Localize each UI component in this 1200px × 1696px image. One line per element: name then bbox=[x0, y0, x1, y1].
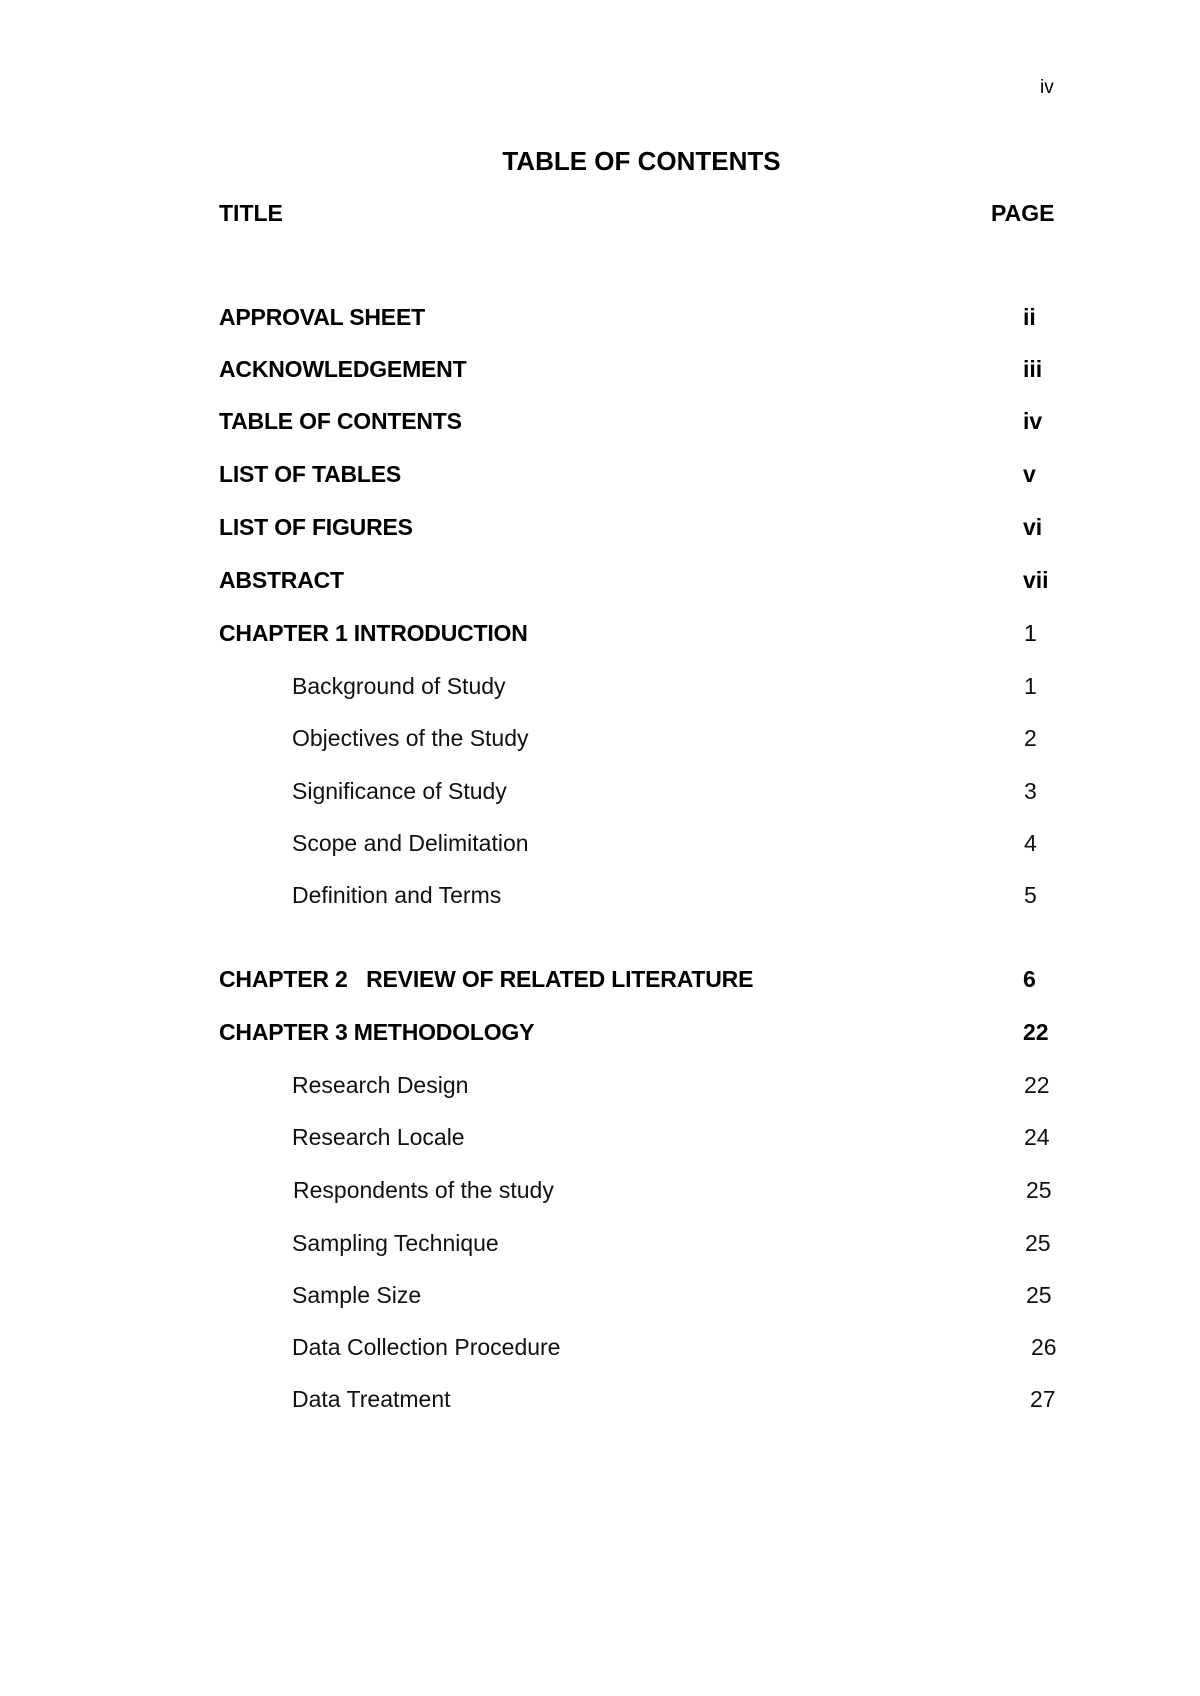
toc-entry-page: 3 bbox=[1024, 778, 1037, 804]
toc-entry-page: 22 bbox=[1024, 1072, 1050, 1098]
toc-subentry-research-design bbox=[0, 1070, 1200, 1104]
toc-entry-page: 25 bbox=[1026, 1177, 1052, 1203]
toc-entry-page: vii bbox=[1023, 567, 1049, 593]
toc-entry-label: LIST OF TABLES bbox=[219, 461, 402, 487]
toc-entry-page: 24 bbox=[1024, 1124, 1050, 1150]
toc-entry-page: 27 bbox=[1030, 1386, 1056, 1412]
toc-entry-page: 2 bbox=[1024, 725, 1037, 751]
toc-entry-page: v bbox=[1023, 461, 1036, 487]
toc-entry-page: 1 bbox=[1024, 620, 1037, 646]
toc-entry-table-of-contents bbox=[0, 406, 1200, 440]
toc-entry-page: 25 bbox=[1026, 1282, 1052, 1308]
toc-subentry-data-collection bbox=[0, 1332, 1200, 1366]
toc-entry-page: ii bbox=[1023, 304, 1036, 330]
toc-entry-label: ACKNOWLEDGEMENT bbox=[219, 356, 467, 382]
toc-entry-label: Sampling Technique bbox=[292, 1230, 499, 1256]
toc-entry-page: 22 bbox=[1023, 1019, 1049, 1045]
toc-entry-label: ABSTRACT bbox=[219, 567, 344, 593]
toc-entry-label: Respondents of the study bbox=[293, 1177, 554, 1203]
toc-entry-label: Sample Size bbox=[292, 1282, 422, 1308]
toc-entry-label: Background of Study bbox=[292, 673, 506, 699]
toc-entry-page: 1 bbox=[1024, 673, 1037, 699]
toc-entry-chapter-1 bbox=[0, 618, 1200, 652]
toc-subentry-sampling-technique bbox=[0, 1228, 1200, 1262]
toc-entry-chapter-3 bbox=[0, 1017, 1200, 1051]
toc-entry-acknowledgement bbox=[0, 354, 1200, 388]
page-column-header: PAGE bbox=[991, 200, 1055, 226]
toc-entry-page: 5 bbox=[1024, 882, 1037, 908]
title-column-header: TITLE bbox=[219, 200, 283, 226]
toc-subentry-research-locale bbox=[0, 1122, 1200, 1156]
toc-entry-label: Data Treatment bbox=[292, 1386, 451, 1412]
toc-subentry-data-treatment bbox=[0, 1384, 1200, 1418]
toc-entry-page: iii bbox=[1023, 356, 1043, 382]
toc-subentry-sample-size bbox=[0, 1280, 1200, 1314]
toc-entry-page: iv bbox=[1023, 408, 1043, 434]
toc-entry-chapter-2 bbox=[0, 964, 1200, 998]
toc-entry-label: CHAPTER 2 REVIEW OF RELATED LITERATURE bbox=[219, 966, 754, 992]
toc-entry-page: 6 bbox=[1023, 966, 1036, 992]
toc-entry-page: 25 bbox=[1025, 1230, 1051, 1256]
toc-entry-label: CHAPTER 3 METHODOLOGY bbox=[219, 1019, 535, 1045]
toc-entry-list-of-figures bbox=[0, 512, 1200, 546]
toc-subentry-background-of-study bbox=[0, 671, 1200, 705]
toc-entry-label: Research Locale bbox=[292, 1124, 465, 1150]
toc-entry-approval-sheet bbox=[0, 302, 1200, 336]
page-title: TABLE OF CONTENTS bbox=[502, 146, 781, 176]
toc-subentry-significance bbox=[0, 776, 1200, 810]
toc-entry-label: Scope and Delimitation bbox=[292, 830, 529, 856]
toc-subentry-scope bbox=[0, 828, 1200, 862]
toc-entry-page: vi bbox=[1023, 514, 1043, 540]
toc-entry-label: Definition and Terms bbox=[292, 882, 502, 908]
toc-entry-abstract bbox=[0, 565, 1200, 599]
toc-subentry-respondents bbox=[0, 1175, 1200, 1209]
toc-subentry-objectives bbox=[0, 723, 1200, 757]
toc-entry-label: Research Design bbox=[292, 1072, 469, 1098]
toc-entry-label: Objectives of the Study bbox=[292, 725, 529, 751]
toc-entry-label: CHAPTER 1 INTRODUCTION bbox=[219, 620, 528, 646]
toc-entry-page: 4 bbox=[1024, 830, 1037, 856]
toc-entry-label: Significance of Study bbox=[292, 778, 507, 804]
toc-entry-label: TABLE OF CONTENTS bbox=[219, 408, 462, 434]
toc-entry-label: Data Collection Procedure bbox=[292, 1334, 561, 1360]
toc-entry-list-of-tables bbox=[0, 459, 1200, 493]
toc-subentry-definition bbox=[0, 880, 1200, 914]
toc-entry-page: 26 bbox=[1031, 1334, 1057, 1360]
toc-entry-label: APPROVAL SHEET bbox=[219, 304, 425, 330]
page-number: iv bbox=[1040, 77, 1054, 98]
toc-entry-label: LIST OF FIGURES bbox=[219, 514, 413, 540]
